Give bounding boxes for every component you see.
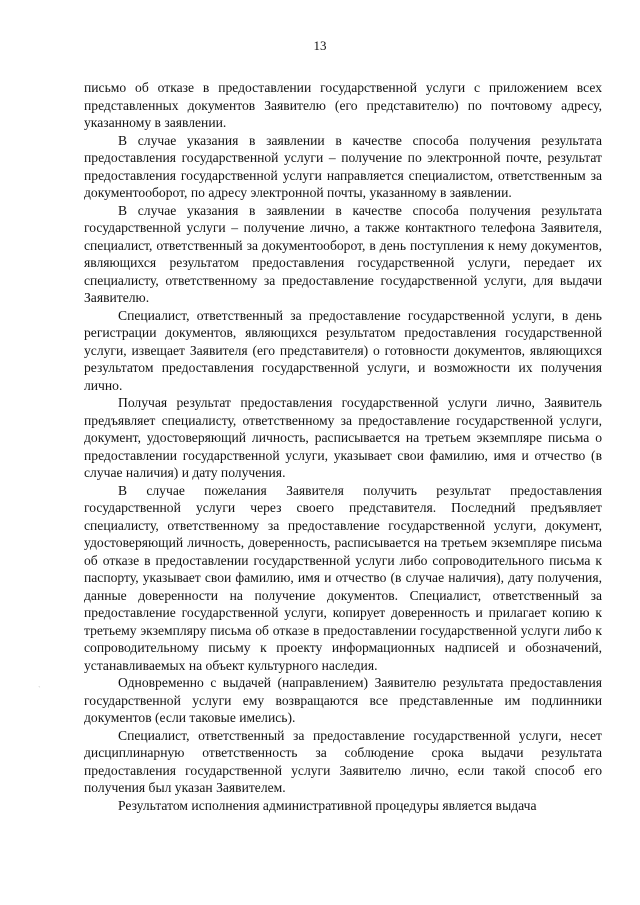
paragraph: Результатом исполнения административной процедуры является выдача (118, 797, 537, 813)
paragraph: В случае указания в заявлении в качестве способа получения результата предоставления государственной услуги – получение по электронной почте, результат предоставления государственной услуги направляется специалистом, ответственным за документооборот, по адресу электронной почты, указанному в заявлении. (84, 132, 602, 200)
margin-mark: ` (38, 685, 41, 694)
paragraph: Получая результат предоставления государственной услуги лично, Заявитель предъявляет специалисту, ответственному за предоставление государственной услуги, документ, удостоверяющий личность, расписывается на третьем экземпляре письма о предоставлении государственной услуги, указывает свои фамилию, имя и отчество (в случае наличия) и дату получения. (84, 395, 602, 480)
paragraph: письмо об отказе в предоставлении государственной услуги с приложением всех представленных документов Заявителю (его представителю) по почтовому адресу, указанному в заявлении. (84, 80, 602, 130)
paragraph: В случае указания в заявлении в качестве способа получения результата государственной услуги – получение лично, а также контактного телефона Заявителя, специалист, ответственный за документооборот, в день поступления к нему документов, являющихся результатом предоставления государственной услуги, передает их специалисту, ответственному за предоставление государственной услуги, для выдачи Заявителю. (84, 202, 602, 305)
document-body (84, 79, 602, 814)
paragraph: Одновременно с выдачей (направлением) Заявителю результата предоставления государственной услуги ему возвращаются все представленные им подлинники документов (если таковые имелись). (84, 675, 602, 725)
page-number: 13 (313, 38, 327, 53)
paragraph: Специалист, ответственный за предоставление государственной услуги, в день регистрации документов, являющихся результатом предоставления государственной услуги, извещает Заявителя (его представителя) о готовности документов, являющихся результатом предоставления государственной услуги, и возможности их получения лично. (84, 307, 602, 393)
paragraph: Специалист, ответственный за предоставление государственной услуги, несет дисциплинарную ответственность за соблюдение срока выдачи результата предоставления государственной услуги Заявителю лично, если такой способ его получения был указан Заявителем. (84, 727, 602, 795)
paragraph: В случае пожелания Заявителя получить результат предоставления государственной услуги через своего представителя. Последний предъявляет специалисту, ответственному за предоставление государственной услуги, документ, удостоверяющий личность, доверенность, расписывается на третьем экземпляре письма об отказе в предоставлении государственной услуги либо сопроводительного письма к паспорту, указывает свои фамилию, имя и отчество (в случае наличия), дату получения, данные доверенности на получение документов. Специалист, ответственный за предоставление государственной услуги, копирует доверенность и прилагает копию к третьему экземпляру письма об отказе в предоставлении государственной услуги либо к сопроводительному письму к проекту информационных надписей и обозначений, устанавливаемых на объект культурного наследия. (84, 482, 602, 673)
